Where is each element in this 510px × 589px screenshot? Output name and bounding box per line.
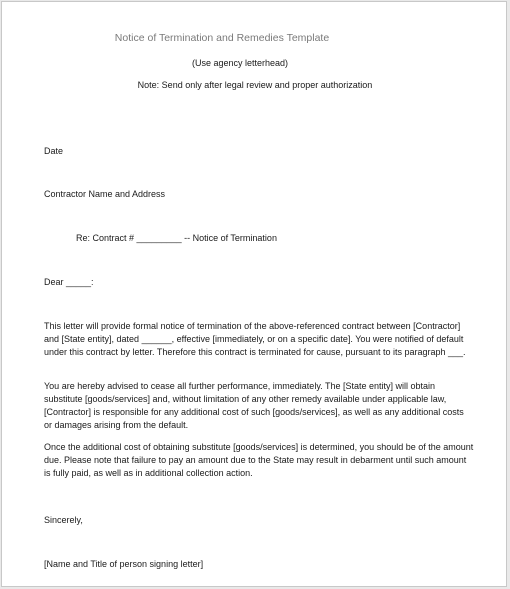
paragraph-cease-performance: You are hereby advised to cease all further performance, immediately. The [State entity] will obtain substitute [goods/services] and, without limitation of any other remedy available under applicable law, [Contractor] is responsible for any additional cost of such [goods/services], as well as any additional costs or damages arising from the default. [44, 381, 464, 430]
signer-line: [Name and Title of person signing letter] [44, 559, 204, 569]
re-line: Re: Contract # _________ -- Notice of Termination [76, 233, 277, 243]
review-note: Note: Send only after legal review and proper authorization [137, 80, 373, 90]
date-label: Date [44, 146, 64, 156]
salutation: Dear _____: [44, 277, 94, 287]
paragraph-amount-due: Once the additional cost of obtaining substitute [goods/services] is determined, you should be of the amount due. Please note that failure to pay an amount due to the State may result in debarment until such amount is fully paid, as well as in additional collection action. [44, 442, 474, 478]
closing: Sincerely, [44, 515, 83, 525]
contractor-label: Contractor Name and Address [44, 189, 166, 199]
document-page [1, 1, 507, 587]
document-title: Notice of Termination and Remedies Template [114, 32, 330, 44]
paragraph-notice: This letter will provide formal notice of termination of the above-referenced contract between [Contractor] and [State entity], dated ______, effective [immediately, or on a specific date]. You were notified of default under this contract by letter. Therefore this contract is terminated for cause, pursuant to its paragraph ___. [44, 321, 466, 357]
letterhead-note: (Use agency letterhead) [191, 58, 289, 68]
